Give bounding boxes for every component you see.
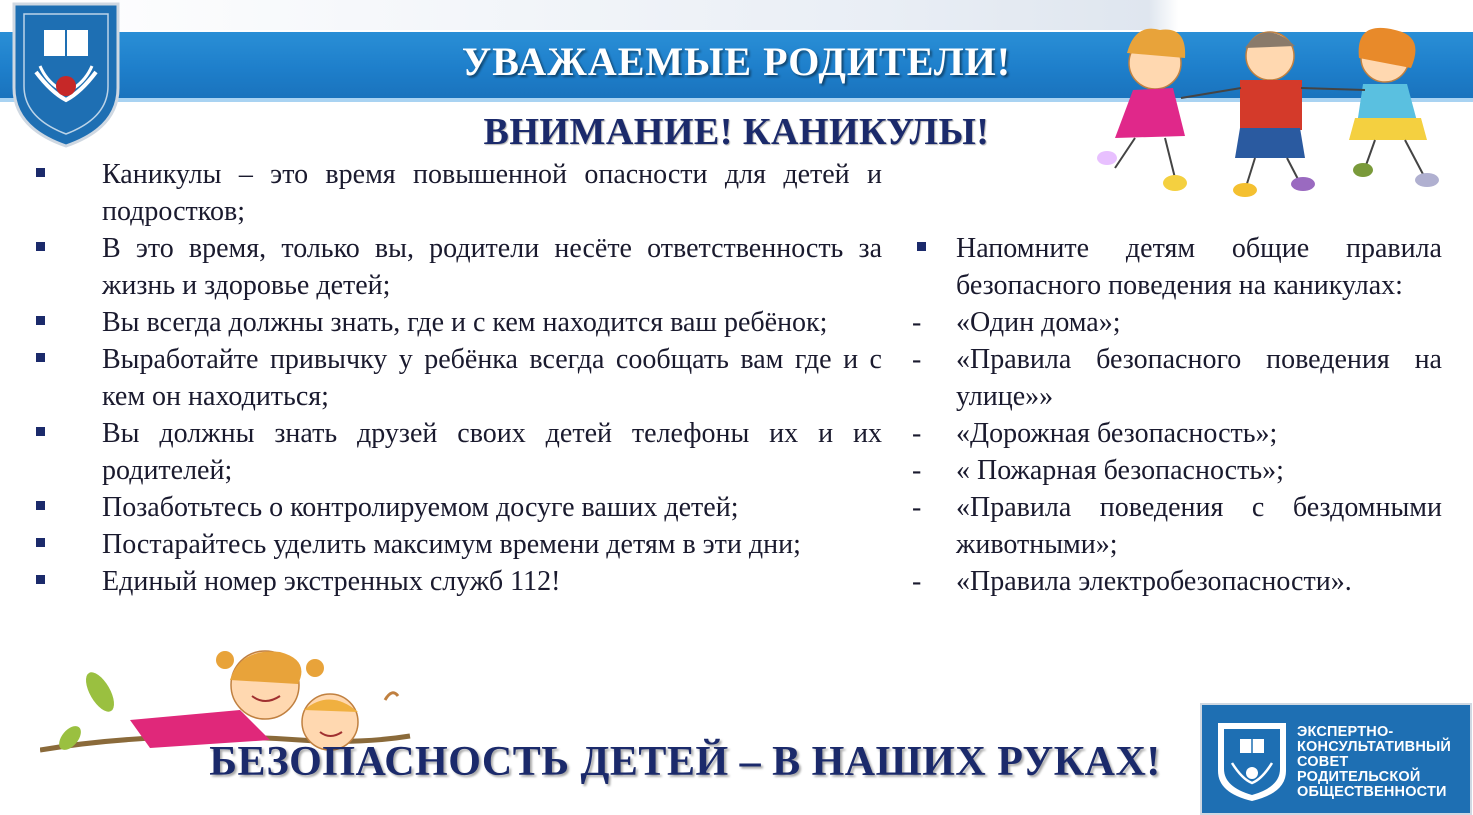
square-bullet-icon: [36, 168, 45, 177]
square-bullet-icon: [36, 316, 45, 325]
dash-bullet-icon: -: [912, 307, 922, 338]
council-emblem-icon: [1212, 719, 1292, 803]
page-title: УВАЖАЕМЫЕ РОДИТЕЛИ!: [461, 39, 1012, 84]
dash-bullet-icon: -: [912, 492, 922, 523]
dash-bullet-icon: -: [912, 566, 922, 597]
list-item: Вы должны знать друзей своих детей телефоны их и их родителей;: [36, 415, 882, 489]
square-bullet-icon: [36, 353, 45, 362]
list-item: - «Правила электробезопасности».: [910, 563, 1442, 600]
page-subtitle: ВНИМАНИЕ! КАНИКУЛЫ!: [483, 111, 990, 153]
list-item: - «Один дома»;: [910, 304, 1442, 341]
list-intro: Напомните детям общие правила безопасного поведения на каникулах:: [910, 230, 1442, 304]
square-bullet-icon: [36, 427, 45, 436]
parent-advice-list: [36, 156, 882, 600]
safety-rules-list: [910, 230, 1442, 600]
list-item: Каникулы – это время повышенной опасности для детей и подростков;: [36, 156, 882, 230]
list-item: В это время, только вы, родители несёте ответственность за жизнь и здоровье детей;: [36, 230, 882, 304]
square-bullet-icon: [36, 575, 45, 584]
dancing-kids-illustration: [1075, 18, 1465, 198]
square-bullet-icon: [36, 538, 45, 547]
square-bullet-icon: [36, 242, 45, 251]
council-badge: [1200, 703, 1472, 815]
list-item: Позаботьтесь о контролируемом досуге ваших детей;: [36, 489, 882, 526]
list-item: Вы всегда должны знать, где и с кем находится ваш ребёнок;: [36, 304, 882, 341]
list-item: - «Правила поведения с бездомными животными»;: [910, 489, 1442, 563]
list-item: Единый номер экстренных служб 112!: [36, 563, 882, 600]
dash-bullet-icon: -: [912, 344, 922, 375]
list-item: Выработайте привычку у ребёнка всегда сообщать вам где и с кем он находиться;: [36, 341, 882, 415]
slogan-text: БЕЗОПАСНОСТЬ ДЕТЕЙ – В НАШИХ РУКАХ!: [209, 739, 1161, 785]
list-item: Постарайтесь уделить максимум времени детям в эти дни;: [36, 526, 882, 563]
list-item: - « Пожарная безопасность»;: [910, 452, 1442, 489]
square-bullet-icon: [917, 242, 926, 251]
square-bullet-icon: [36, 501, 45, 510]
dash-bullet-icon: -: [912, 418, 922, 449]
list-item: - «Дорожная безопасность»;: [910, 415, 1442, 452]
council-name: ЭКСПЕРТНО- КОНСУЛЬТАТИВНЫЙ СОВЕТ РОДИТЕЛЬСКОЙ ОБЩЕСТВЕННОСТИ: [1297, 724, 1452, 800]
list-item: - «Правила безопасного поведения на улице»»: [910, 341, 1442, 415]
dash-bullet-icon: -: [912, 455, 922, 486]
